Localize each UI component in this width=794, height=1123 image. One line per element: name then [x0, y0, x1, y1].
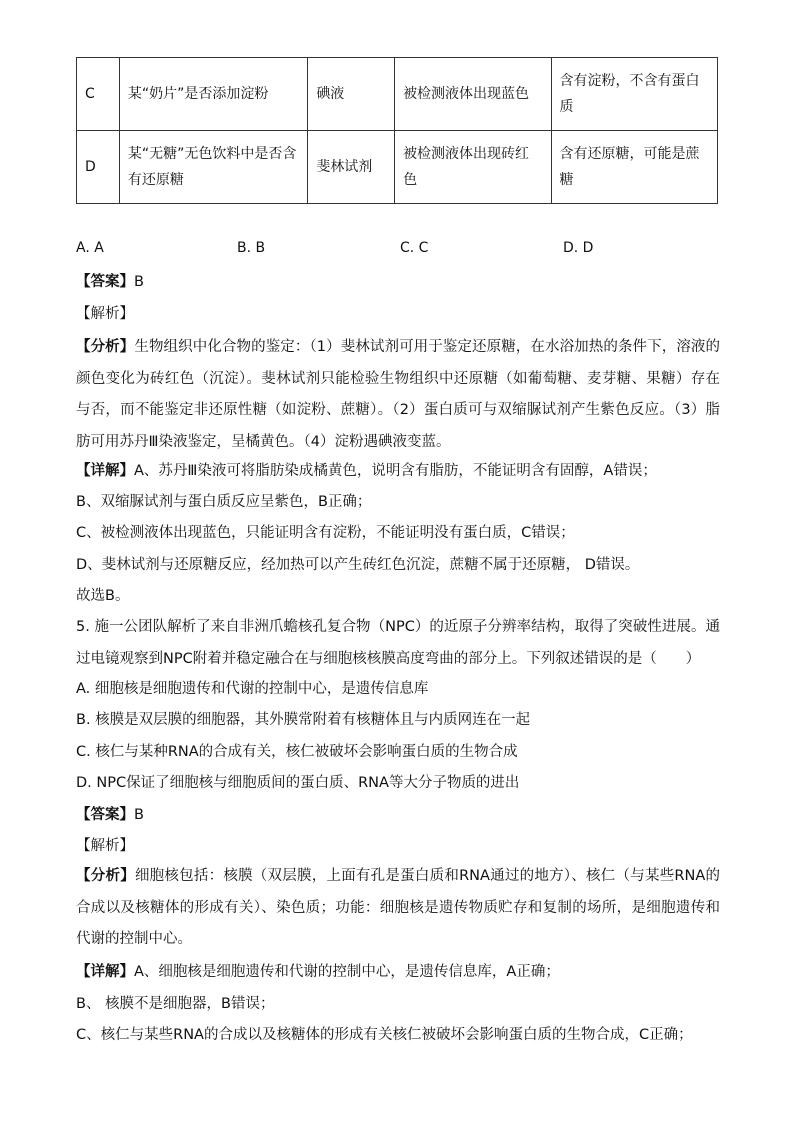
q5-xiangjie-c: C、核仁与某些RNA的合成以及核糖体的形成有关核仁被破坏会影响蛋白质的生物合成，C正确； — [76, 1027, 693, 1043]
q4-xiangjie-b: B、双缩脲试剂与蛋白质反应呈紫色，B正确； — [76, 494, 372, 510]
q4-option-d: D. D — [563, 240, 594, 256]
experiment-table — [76, 57, 718, 204]
table-cell-reagent: 碘液 — [308, 58, 395, 131]
xiangjie-tag: 【详解】 — [76, 463, 134, 479]
q5-analysis-title: 【解析】 — [76, 838, 134, 854]
q5-option-a: A. 细胞核是细胞遗传和代谢的控制中心，是遗传信息库 — [76, 681, 429, 697]
answer-value: B — [134, 807, 144, 823]
answer-value: B — [134, 274, 144, 290]
fenxi-tag: 【分析】 — [76, 339, 135, 355]
q5-xiangjie-a — [76, 962, 720, 983]
table-cell-phenomenon: 被检测液体出现砖红色 — [395, 131, 551, 204]
q5-xiangjie-b: B、 核膜不是细胞器，B错误； — [76, 996, 275, 1012]
xiangjie-tag: 【详解】 — [76, 964, 134, 980]
q5-option-c: C. 核仁与某种RNA的合成有关，核仁被破坏会影响蛋白质的生物合成 — [76, 744, 518, 760]
table-cell-target: 某“奶片”是否添加淀粉 — [119, 58, 307, 131]
table-cell-target: 某“无糖”无色饮料中是否含有还原糖 — [119, 131, 307, 204]
fenxi-tag: 【分析】 — [76, 868, 135, 884]
q4-option-c: C. C — [400, 240, 429, 256]
q4-option-b: B. B — [237, 240, 266, 256]
q5-stem: 5. 施一公团队解析了来自非洲爪蟾核孔复合物（NPC）的近原子分辨率结构，取得了突破性进展。通过电镜观察到NPC附着并稳定融合在与细胞核核膜高度弯曲的部分上。下列叙述错误的是（ ） — [76, 619, 720, 667]
table-row — [77, 131, 718, 204]
xiangjie-a-text: A、细胞核是细胞遗传和代谢的控制中心，是遗传信息库，A正确； — [134, 964, 560, 980]
q4-xiangjie-c: C、被检测液体出现蓝色，只能证明含有淀粉，不能证明没有蛋白质，C错误； — [76, 525, 575, 541]
table-cell-option: D — [77, 131, 120, 204]
table-cell-option: C — [77, 58, 120, 131]
q4-fenxi — [76, 332, 720, 458]
answer-tag: 【答案】 — [76, 274, 134, 290]
q4-xiangjie-a — [76, 461, 720, 482]
q4-conclusion: 故选B。 — [76, 588, 130, 604]
q4-xiangjie-d: D、斐林试剂与还原糖反应，经加热可以产生砖红色沉淀，蔗糖不属于还原糖， D错误。 — [76, 557, 640, 573]
fenxi-text: 细胞核包括：核膜（双层膜，上面有孔是蛋白质和RNA通过的地方）、核仁（与某些RNA的合成以及核糖体的形成有关）、染色质；功能：细胞核是遗传物质贮存和复制的场所，是细胞遗传和代谢的控制中心。 — [76, 868, 720, 947]
answer-tag: 【答案】 — [76, 807, 134, 823]
fenxi-text: 生物组织中化合物的鉴定：（1）斐林试剂可用于鉴定还原糖，在水浴加热的条件下，溶液的颜色变化为砖红色（沉淀）。斐林试剂只能检验生物组织中还原糖（如葡萄糖、麦芽糖、果糖）存在与否，而不能鉴定非还原性糖（如淀粉、蔗糖）。（2）蛋白质可与双缩脲试剂产生紫色反应。（3）脂肪可用苏丹Ⅲ染液鉴定，呈橘黄色。（4）淀粉遇碘液变蓝。 — [76, 339, 720, 450]
xiangjie-a-text: A、苏丹Ⅲ染液可将脂肪染成橘黄色，说明含有脂肪，不能证明含有固醇，A错误； — [134, 463, 657, 479]
table-cell-phenomenon: 被检测液体出现蓝色 — [395, 58, 551, 131]
table-cell-conclusion: 含有淀粉，不含有蛋白质 — [551, 58, 718, 131]
q5-option-b: B. 核膜是双层膜的细胞器，其外膜常附着有核糖体且与内质网连在一起 — [76, 712, 531, 728]
q5-answer — [76, 805, 720, 826]
q4-analysis-title: 【解析】 — [76, 306, 134, 322]
q5-fenxi — [76, 861, 720, 956]
q4-option-a: A. A — [76, 240, 104, 256]
q4-answer — [76, 272, 720, 293]
table-cell-conclusion: 含有还原糖，可能是蔗糖 — [551, 131, 718, 204]
table-cell-reagent: 斐林试剂 — [308, 131, 395, 204]
table-row — [77, 58, 718, 131]
q4-options — [76, 240, 716, 262]
q5-option-d: D. NPC保证了细胞核与细胞质间的蛋白质、RNA等大分子物质的进出 — [76, 775, 520, 791]
